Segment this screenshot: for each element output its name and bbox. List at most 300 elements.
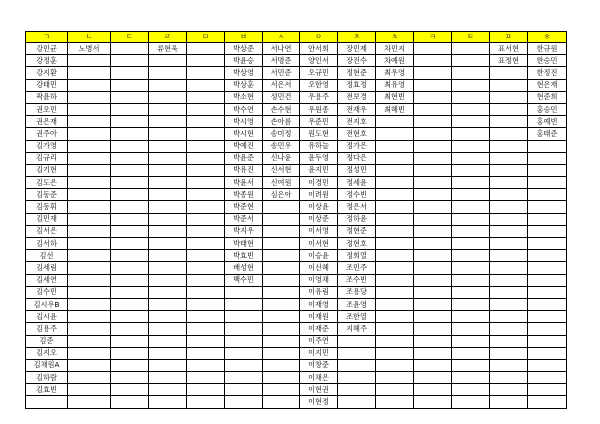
table-cell	[111, 43, 149, 55]
table-cell: 정성민	[338, 164, 376, 176]
table-cell	[111, 384, 149, 396]
table-cell	[376, 140, 414, 152]
table-cell	[68, 189, 111, 201]
table-cell: 이서영	[300, 225, 338, 237]
table-cell	[187, 335, 225, 347]
table-cell	[149, 298, 187, 310]
table-cell	[225, 372, 263, 384]
table-cell: 김규리	[26, 152, 68, 164]
table-cell: 정현호	[338, 238, 376, 250]
table-cell	[68, 213, 111, 225]
table-cell: 홍태준	[528, 128, 567, 140]
table-cell	[414, 262, 452, 274]
table-cell	[149, 250, 187, 262]
table-cell: 권주아	[26, 128, 68, 140]
table-cell	[263, 359, 300, 371]
table-cell	[149, 177, 187, 189]
table-cell	[528, 201, 567, 213]
table-cell: 김민재	[26, 213, 68, 225]
table-cell: 정가은	[338, 140, 376, 152]
table-cell: 김서하	[26, 238, 68, 250]
table-cell	[111, 274, 149, 286]
table-row	[26, 311, 567, 323]
table-cell	[149, 347, 187, 359]
table-cell	[452, 67, 490, 79]
table-row	[26, 43, 567, 55]
table-cell	[338, 335, 376, 347]
table-row	[26, 152, 567, 164]
table-cell	[111, 225, 149, 237]
table-cell	[149, 128, 187, 140]
table-cell: 김가영	[26, 140, 68, 152]
table-cell	[528, 250, 567, 262]
table-cell	[528, 225, 567, 237]
table-cell: 우준민	[300, 116, 338, 128]
table-cell	[452, 43, 490, 55]
table-cell: 박예진	[225, 140, 263, 152]
table-row	[26, 164, 567, 176]
table-cell	[528, 311, 567, 323]
table-row	[26, 262, 567, 274]
table-cell	[111, 347, 149, 359]
table-cell	[149, 116, 187, 128]
table-cell	[376, 274, 414, 286]
table-cell	[263, 250, 300, 262]
table-cell	[490, 335, 528, 347]
table-cell	[187, 311, 225, 323]
table-cell	[149, 189, 187, 201]
table-cell	[452, 384, 490, 396]
table-row	[26, 103, 567, 115]
table-cell	[452, 103, 490, 115]
table-cell	[452, 177, 490, 189]
table-cell	[187, 43, 225, 55]
table-cell	[452, 335, 490, 347]
table-cell: 차예원	[376, 55, 414, 67]
table-cell	[452, 274, 490, 286]
table-cell	[111, 238, 149, 250]
table-cell	[452, 201, 490, 213]
table-cell	[414, 323, 452, 335]
table-cell	[26, 396, 68, 408]
table-cell	[149, 152, 187, 164]
table-cell	[414, 396, 452, 408]
table-cell: 박태현	[225, 238, 263, 250]
table-cell	[225, 298, 263, 310]
table-cell	[452, 213, 490, 225]
table-cell	[111, 140, 149, 152]
table-cell	[490, 359, 528, 371]
table-cell: 강태민	[26, 79, 68, 91]
table-cell	[149, 140, 187, 152]
table-cell	[414, 311, 452, 323]
table-cell	[528, 177, 567, 189]
table-cell	[111, 213, 149, 225]
table-cell	[452, 189, 490, 201]
table-cell	[490, 323, 528, 335]
table-row	[26, 347, 567, 359]
table-row	[26, 128, 567, 140]
table-cell	[111, 116, 149, 128]
table-cell: 전보경	[338, 91, 376, 103]
table-cell	[452, 311, 490, 323]
table-cell	[376, 116, 414, 128]
table-cell: 박윤서	[225, 177, 263, 189]
table-cell	[263, 238, 300, 250]
table-cell	[376, 311, 414, 323]
table-cell	[414, 372, 452, 384]
table-cell: 장민제	[338, 43, 376, 55]
table-cell: 차민지	[376, 43, 414, 55]
table-cell: 박준서	[225, 213, 263, 225]
table-row	[26, 250, 567, 262]
table-cell: 강민균	[26, 43, 68, 55]
table-cell	[187, 79, 225, 91]
table-cell	[452, 79, 490, 91]
table-cell	[68, 116, 111, 128]
table-cell	[528, 298, 567, 310]
table-cell	[68, 177, 111, 189]
table-cell	[68, 298, 111, 310]
table-cell	[263, 335, 300, 347]
table-cell	[149, 286, 187, 298]
table-cell	[376, 201, 414, 213]
table-cell	[68, 225, 111, 237]
table-cell	[528, 274, 567, 286]
table-cell	[452, 347, 490, 359]
table-cell: 정수빈	[338, 189, 376, 201]
table-row	[26, 396, 567, 408]
table-row	[26, 201, 567, 213]
table-cell	[111, 128, 149, 140]
table-cell	[68, 250, 111, 262]
table-cell: 정효정	[338, 79, 376, 91]
table-cell: 김채원A	[26, 359, 68, 371]
table-cell: 김도은	[26, 177, 68, 189]
table-cell	[452, 286, 490, 298]
table-cell: 이서현	[300, 238, 338, 250]
column-header: ㅋ	[414, 32, 452, 43]
table-cell: 이지민	[300, 347, 338, 359]
table-cell	[376, 323, 414, 335]
table-cell	[414, 91, 452, 103]
table-row	[26, 286, 567, 298]
table-cell	[490, 250, 528, 262]
table-cell	[376, 286, 414, 298]
table-cell	[414, 140, 452, 152]
table-cell: 정다은	[338, 152, 376, 164]
table-cell: 박윤승	[225, 55, 263, 67]
table-cell: 박상훈	[225, 79, 263, 91]
table-cell	[225, 347, 263, 359]
table-cell	[149, 262, 187, 274]
table-cell	[187, 213, 225, 225]
table-cell: 최우영	[376, 67, 414, 79]
table-cell: 정희열	[338, 250, 376, 262]
table-cell	[111, 250, 149, 262]
table-cell: 김효빈	[26, 384, 68, 396]
table-cell	[490, 140, 528, 152]
table-cell	[376, 128, 414, 140]
table-cell: 류현욱	[149, 43, 187, 55]
table-cell	[187, 274, 225, 286]
table-cell	[376, 298, 414, 310]
table-cell	[414, 177, 452, 189]
table-cell	[490, 116, 528, 128]
table-cell	[187, 238, 225, 250]
table-cell: 백수민	[225, 274, 263, 286]
table-cell: 박유진	[225, 164, 263, 176]
table-cell: 손아름	[263, 116, 300, 128]
table-cell	[490, 286, 528, 298]
table-cell	[111, 335, 149, 347]
table-cell	[263, 323, 300, 335]
table-cell	[187, 298, 225, 310]
table-cell: 한정진	[528, 67, 567, 79]
table-cell	[452, 152, 490, 164]
table-cell: 박소현	[225, 91, 263, 103]
table-cell	[414, 128, 452, 140]
table-cell: 송민우	[263, 140, 300, 152]
table-cell	[376, 347, 414, 359]
table-cell: 김기현	[26, 164, 68, 176]
table-cell	[263, 262, 300, 274]
table-cell: 김시우B	[26, 298, 68, 310]
column-header: ㅎ	[528, 32, 567, 43]
table-cell	[68, 323, 111, 335]
table-row	[26, 298, 567, 310]
table-cell	[490, 238, 528, 250]
table-cell: 권은재	[26, 116, 68, 128]
table-cell	[225, 359, 263, 371]
table-cell: 신나윤	[263, 152, 300, 164]
table-cell: 강정훈	[26, 55, 68, 67]
table-cell	[414, 67, 452, 79]
table-cell: 박상영	[225, 67, 263, 79]
table-cell	[68, 347, 111, 359]
table-cell	[187, 250, 225, 262]
table-cell	[263, 225, 300, 237]
table-cell	[414, 116, 452, 128]
table-cell: 배성현	[225, 262, 263, 274]
table-cell	[149, 238, 187, 250]
table-cell	[149, 311, 187, 323]
table-cell: 이상준	[300, 213, 338, 225]
table-row	[26, 359, 567, 371]
table-cell: 최유영	[376, 79, 414, 91]
table-cell	[187, 128, 225, 140]
table-row	[26, 213, 567, 225]
table-cell	[490, 128, 528, 140]
table-cell	[68, 262, 111, 274]
table-cell: 박수연	[225, 103, 263, 115]
table-cell	[452, 91, 490, 103]
table-cell	[490, 311, 528, 323]
table-cell: 이승윤	[300, 250, 338, 262]
table-cell	[338, 396, 376, 408]
table-cell	[111, 79, 149, 91]
table-cell: 이현정	[300, 396, 338, 408]
table-cell: 최현빈	[376, 91, 414, 103]
table-cell: 원도현	[300, 128, 338, 140]
table-cell	[376, 262, 414, 274]
table-cell: 조한열	[338, 311, 376, 323]
table-cell: 조수빈	[338, 274, 376, 286]
table-cell: 이유림	[300, 286, 338, 298]
table-cell: 이채은	[300, 372, 338, 384]
table-cell	[111, 286, 149, 298]
table-cell	[528, 164, 567, 176]
table-cell	[68, 384, 111, 396]
table-cell: 박상준	[225, 43, 263, 55]
table-cell	[528, 213, 567, 225]
column-header: ㅈ	[338, 32, 376, 43]
table-cell	[68, 152, 111, 164]
table-cell	[414, 347, 452, 359]
table-cell: 김동준	[26, 189, 68, 201]
table-cell	[490, 164, 528, 176]
table-cell: 이재준	[300, 323, 338, 335]
table-cell	[187, 323, 225, 335]
table-cell	[376, 225, 414, 237]
table-cell: 송미정	[263, 128, 300, 140]
table-cell: 조윤영	[338, 298, 376, 310]
table-cell: 신서현	[263, 164, 300, 176]
table-cell	[187, 103, 225, 115]
table-cell	[490, 152, 528, 164]
table-cell: 손수현	[263, 103, 300, 115]
table-cell	[490, 189, 528, 201]
table-cell: 박효빈	[225, 250, 263, 262]
table-cell: 이재영	[300, 298, 338, 310]
table-cell	[452, 128, 490, 140]
table-cell	[490, 103, 528, 115]
table-cell: 김선	[26, 250, 68, 262]
table-cell: 권오민	[26, 103, 68, 115]
table-cell	[376, 372, 414, 384]
table-cell	[149, 384, 187, 396]
table-cell	[414, 225, 452, 237]
table-row	[26, 55, 567, 67]
table-cell	[338, 372, 376, 384]
table-cell	[452, 262, 490, 274]
table-cell	[452, 225, 490, 237]
table-cell	[490, 384, 528, 396]
table-cell	[68, 55, 111, 67]
table-cell	[68, 335, 111, 347]
table-cell	[111, 103, 149, 115]
table-cell: 김동휘	[26, 201, 68, 213]
table-cell	[414, 359, 452, 371]
table-cell: 한승민	[528, 55, 567, 67]
table-cell: 김시윤	[26, 311, 68, 323]
table-cell	[187, 116, 225, 128]
table-cell	[490, 372, 528, 384]
table-cell	[452, 359, 490, 371]
table-cell: 표정현	[490, 55, 528, 67]
table-cell	[528, 262, 567, 274]
table-cell	[414, 384, 452, 396]
table-cell	[187, 140, 225, 152]
table-cell: 윤두영	[300, 152, 338, 164]
column-header: ㅁ	[187, 32, 225, 43]
table-cell	[68, 286, 111, 298]
table-cell: 신여원	[263, 177, 300, 189]
table-cell	[225, 384, 263, 396]
table-cell: 유하늘	[300, 140, 338, 152]
table-cell	[263, 274, 300, 286]
table-row	[26, 372, 567, 384]
table-cell	[68, 128, 111, 140]
table-cell	[263, 372, 300, 384]
table-cell: 박시영	[225, 116, 263, 128]
table-cell	[490, 225, 528, 237]
table-row	[26, 274, 567, 286]
table-cell: 정세윤	[338, 177, 376, 189]
table-cell: 지혜주	[338, 323, 376, 335]
table-cell	[187, 189, 225, 201]
table-cell	[263, 286, 300, 298]
table-cell	[225, 323, 263, 335]
table-cell: 이현권	[300, 384, 338, 396]
table-cell	[225, 311, 263, 323]
table-row	[26, 79, 567, 91]
table-cell: 우용주	[300, 91, 338, 103]
table-cell: 오규민	[300, 67, 338, 79]
table-cell: 심은아	[263, 189, 300, 201]
column-header: ㅊ	[376, 32, 414, 43]
column-header: ㄷ	[111, 32, 149, 43]
table-cell	[414, 152, 452, 164]
table-cell	[376, 384, 414, 396]
table-cell	[68, 91, 111, 103]
table-cell	[452, 372, 490, 384]
table-row	[26, 177, 567, 189]
table-cell	[414, 213, 452, 225]
table-cell	[68, 140, 111, 152]
table-cell	[414, 286, 452, 298]
table-cell	[452, 55, 490, 67]
table-cell	[376, 335, 414, 347]
table-cell	[68, 164, 111, 176]
table-cell: 박윤준	[225, 152, 263, 164]
table-cell: 안서희	[300, 43, 338, 55]
table-row	[26, 116, 567, 128]
table-cell	[187, 384, 225, 396]
table-cell	[528, 335, 567, 347]
header-row	[26, 32, 567, 43]
table-cell	[528, 286, 567, 298]
table-cell	[187, 201, 225, 213]
column-header: ㄹ	[149, 32, 187, 43]
table-cell	[263, 213, 300, 225]
table-cell: 정현준	[338, 67, 376, 79]
table-cell	[338, 384, 376, 396]
table-cell	[111, 298, 149, 310]
table-cell	[528, 347, 567, 359]
table-cell	[187, 286, 225, 298]
table-cell: 서나연	[263, 43, 300, 55]
column-header: ㅂ	[225, 32, 263, 43]
table-cell: 김세연	[26, 274, 68, 286]
table-cell	[376, 396, 414, 408]
table-cell	[187, 55, 225, 67]
table-cell	[263, 384, 300, 396]
table-cell	[528, 140, 567, 152]
table-cell	[68, 396, 111, 408]
table-cell	[111, 396, 149, 408]
table-cell	[414, 274, 452, 286]
